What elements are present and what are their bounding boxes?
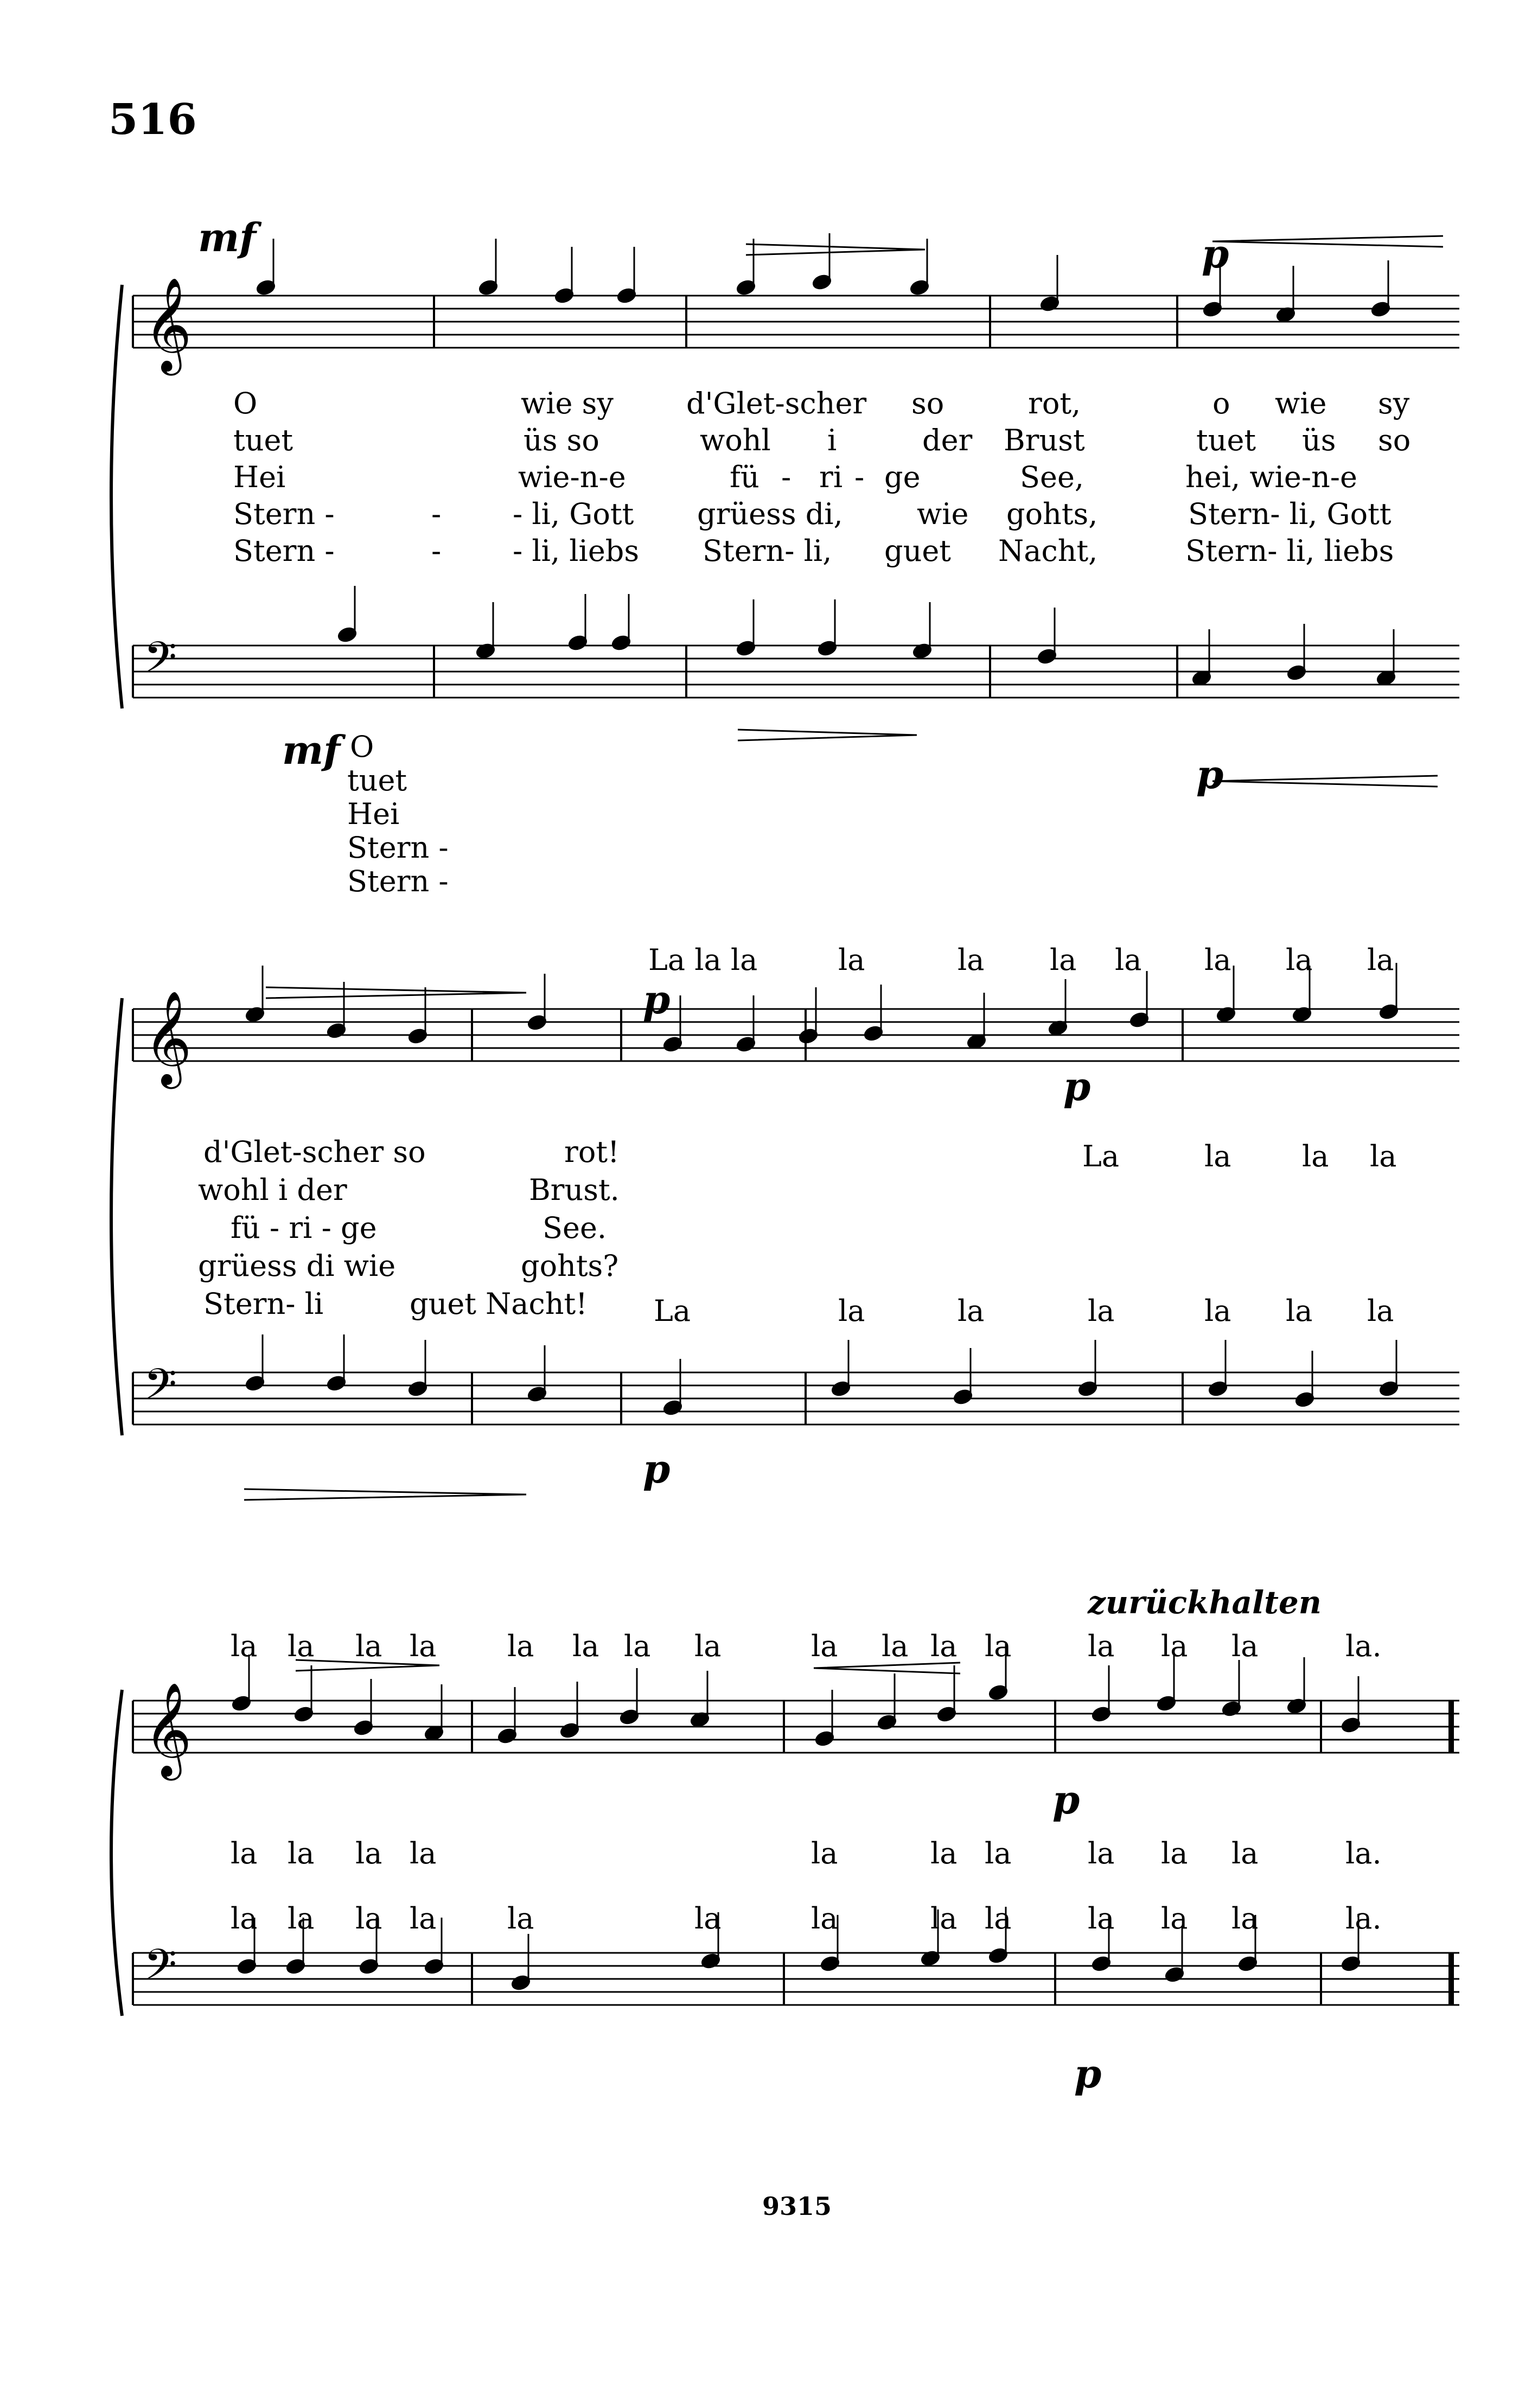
lyric: la: [1302, 1139, 1329, 1173]
dynamic-mf-lower: mf: [282, 727, 341, 773]
dynamic-p-s2-lower: p: [643, 1446, 671, 1492]
lyric: wie sy: [521, 386, 614, 420]
lyric: -: [781, 460, 792, 494]
decrescendo-hairpin: [746, 244, 925, 255]
lyric: la: [1050, 943, 1077, 977]
lyric: hei, wie-n-e: [1185, 460, 1358, 494]
lyric: wohl: [700, 423, 771, 457]
lyric: grüess di wie: [198, 1249, 396, 1283]
lyric: Stern- li, liebs: [1185, 534, 1394, 568]
lyric: la: [355, 1901, 382, 1936]
lyric: la: [1204, 1294, 1231, 1328]
footer-plate-number: 9315: [762, 2192, 832, 2221]
lyric: fü: [730, 460, 760, 494]
decrescendo-hairpin: [244, 1489, 526, 1500]
treble-clef-icon: 𝄞: [144, 1682, 192, 1777]
lyric: wie: [1275, 386, 1327, 420]
lyric: la: [1370, 1139, 1397, 1173]
lyric: la: [1231, 1629, 1259, 1663]
lyric: la.: [1345, 1901, 1382, 1936]
crescendo-hairpin: [814, 1663, 960, 1674]
lyric: la: [694, 1629, 722, 1663]
lyric: Stern- li,: [703, 534, 832, 568]
lyric: rot!: [564, 1135, 620, 1169]
lyric: la: [231, 1901, 258, 1936]
crescendo-hairpin: [1212, 776, 1438, 787]
lyric: la: [231, 1629, 258, 1663]
tempo-marking: zurückhalten: [1088, 1584, 1322, 1621]
lyric: la: [1088, 1629, 1115, 1663]
system-brace: [111, 285, 122, 708]
lyric: la: [1115, 943, 1142, 977]
lyric: ge: [884, 460, 921, 494]
lyric: la: [958, 1294, 985, 1328]
lyric: Nacht!: [486, 1287, 588, 1321]
lyric: la: [410, 1901, 437, 1936]
lyric: la: [1286, 1294, 1313, 1328]
dynamic-mf-upper: mf: [198, 214, 257, 260]
lyric: rot,: [1028, 386, 1081, 420]
lyric: la: [355, 1629, 382, 1663]
lyric: la: [410, 1629, 437, 1663]
lyric: la: [930, 1629, 958, 1663]
lyric: la: [288, 1901, 315, 1936]
treble-clef-icon: 𝄞: [144, 277, 192, 372]
lyric: Brust: [1004, 423, 1085, 457]
lyric: la: [288, 1836, 315, 1870]
lyric: Hei: [233, 460, 286, 494]
lyric: la: [1161, 1836, 1188, 1870]
lyric: o: [1212, 386, 1230, 420]
lyric: la: [882, 1629, 909, 1663]
lyric: la: [930, 1836, 958, 1870]
treble-clef-icon: 𝄞: [144, 991, 192, 1085]
dynamic-p-s3-lower: p: [1074, 2051, 1102, 2097]
dynamic-p-s2-upper: p: [643, 976, 671, 1023]
lyric: fü - ri - ge: [231, 1211, 377, 1245]
lyric: O: [233, 386, 258, 420]
lyric: la: [410, 1836, 437, 1870]
lyric: der: [922, 423, 973, 457]
lyric: Stern -: [347, 864, 449, 898]
lyric: la: [231, 1836, 258, 1870]
bass-clef-icon: 𝄢: [144, 1360, 177, 1420]
lyric: la: [572, 1629, 599, 1663]
lyric: la.: [1345, 1629, 1382, 1663]
lyric: la: [985, 1629, 1012, 1663]
lyric: la: [1161, 1629, 1188, 1663]
lyric: la: [288, 1629, 315, 1663]
lyric: so: [911, 386, 944, 420]
lyric: üs: [1302, 423, 1336, 457]
lyric: Hei: [347, 797, 400, 831]
lyric: la: [1367, 943, 1394, 977]
lyric: la: [838, 943, 865, 977]
lyric: la: [1088, 1836, 1115, 1870]
lyric: gohts?: [521, 1249, 619, 1283]
lyric: la: [811, 1629, 838, 1663]
dynamic-p-lower: p: [1196, 751, 1224, 797]
lyric: Stern- li, Gott: [1188, 497, 1392, 531]
decrescendo-hairpin: [266, 987, 526, 998]
lyric: tuet: [1196, 423, 1256, 457]
dynamic-p-s2-upper-2: p: [1063, 1063, 1091, 1109]
lyric: la: [1204, 943, 1231, 977]
lyric: tuet: [347, 763, 407, 797]
lyric: Stern- li: [203, 1287, 324, 1321]
lyric: grüess di,: [697, 497, 843, 531]
lyric: la: [930, 1901, 958, 1936]
lyric: la.: [1345, 1836, 1382, 1870]
bass-clef-icon: 𝄢: [144, 633, 177, 693]
lyric: gohts,: [1006, 497, 1098, 531]
lyric: See,: [1020, 460, 1084, 494]
system-brace: [111, 998, 122, 1435]
lyric: la: [1088, 1901, 1115, 1936]
lyric: See.: [542, 1211, 607, 1245]
lyric: la: [1367, 1294, 1394, 1328]
lyric: sy: [1378, 386, 1410, 420]
lyric: la: [1231, 1836, 1259, 1870]
lyric: guet: [884, 534, 952, 568]
lyric: wie-n-e: [518, 460, 626, 494]
lyric: la: [1286, 943, 1313, 977]
lyric: -: [431, 534, 442, 568]
lyric: la: [811, 1836, 838, 1870]
lyric: wie: [917, 497, 969, 531]
decrescendo-hairpin: [738, 730, 917, 740]
dynamic-p-s3-upper: p: [1052, 1777, 1080, 1823]
lyric: guet: [410, 1287, 477, 1321]
lyric: tuet: [233, 423, 293, 457]
lyric: la: [355, 1836, 382, 1870]
lyric: ri: [819, 460, 843, 494]
lyric: La: [1082, 1139, 1120, 1173]
lyric: la: [838, 1294, 865, 1328]
system-brace: [111, 1690, 122, 2016]
lyric: wohl i der: [198, 1173, 347, 1207]
lyric: -: [854, 460, 865, 494]
lyric: üs so: [524, 423, 599, 457]
lyric: la: [1204, 1139, 1231, 1173]
lyric: la: [507, 1629, 534, 1663]
lyric: d'Glet-scher: [686, 386, 867, 420]
lyric: Stern -: [233, 534, 335, 568]
lyric: la: [958, 943, 985, 977]
lyric: La: [654, 1294, 691, 1328]
bass-clef-icon: 𝄢: [144, 1940, 177, 2000]
lyric: so: [1378, 423, 1411, 457]
lyric: la: [985, 1901, 1012, 1936]
lyric: -: [431, 497, 442, 531]
lyric: la: [1161, 1901, 1188, 1936]
lyric: i: [827, 423, 837, 457]
lyric: la: [624, 1629, 651, 1663]
crescendo-hairpin: [1212, 236, 1443, 247]
lyric: la: [507, 1901, 534, 1936]
lyric: la: [811, 1901, 838, 1936]
lyric: la: [985, 1836, 1012, 1870]
lyric: la: [1231, 1901, 1259, 1936]
lyric: - li, liebs: [513, 534, 640, 568]
lyric: la: [1088, 1294, 1115, 1328]
lyric: Stern -: [347, 831, 449, 865]
lyric: Nacht,: [998, 534, 1098, 568]
lyric: Stern -: [233, 497, 335, 531]
lyric: - li, Gott: [513, 497, 634, 531]
lyric: Brust.: [529, 1173, 620, 1207]
lyric: d'Glet-scher so: [203, 1135, 426, 1169]
page-number: 516: [108, 95, 197, 144]
lyric: O: [350, 730, 374, 764]
lyric: La la la: [648, 943, 758, 977]
lyric: la: [694, 1901, 722, 1936]
dynamic-p-upper: p: [1202, 231, 1229, 277]
